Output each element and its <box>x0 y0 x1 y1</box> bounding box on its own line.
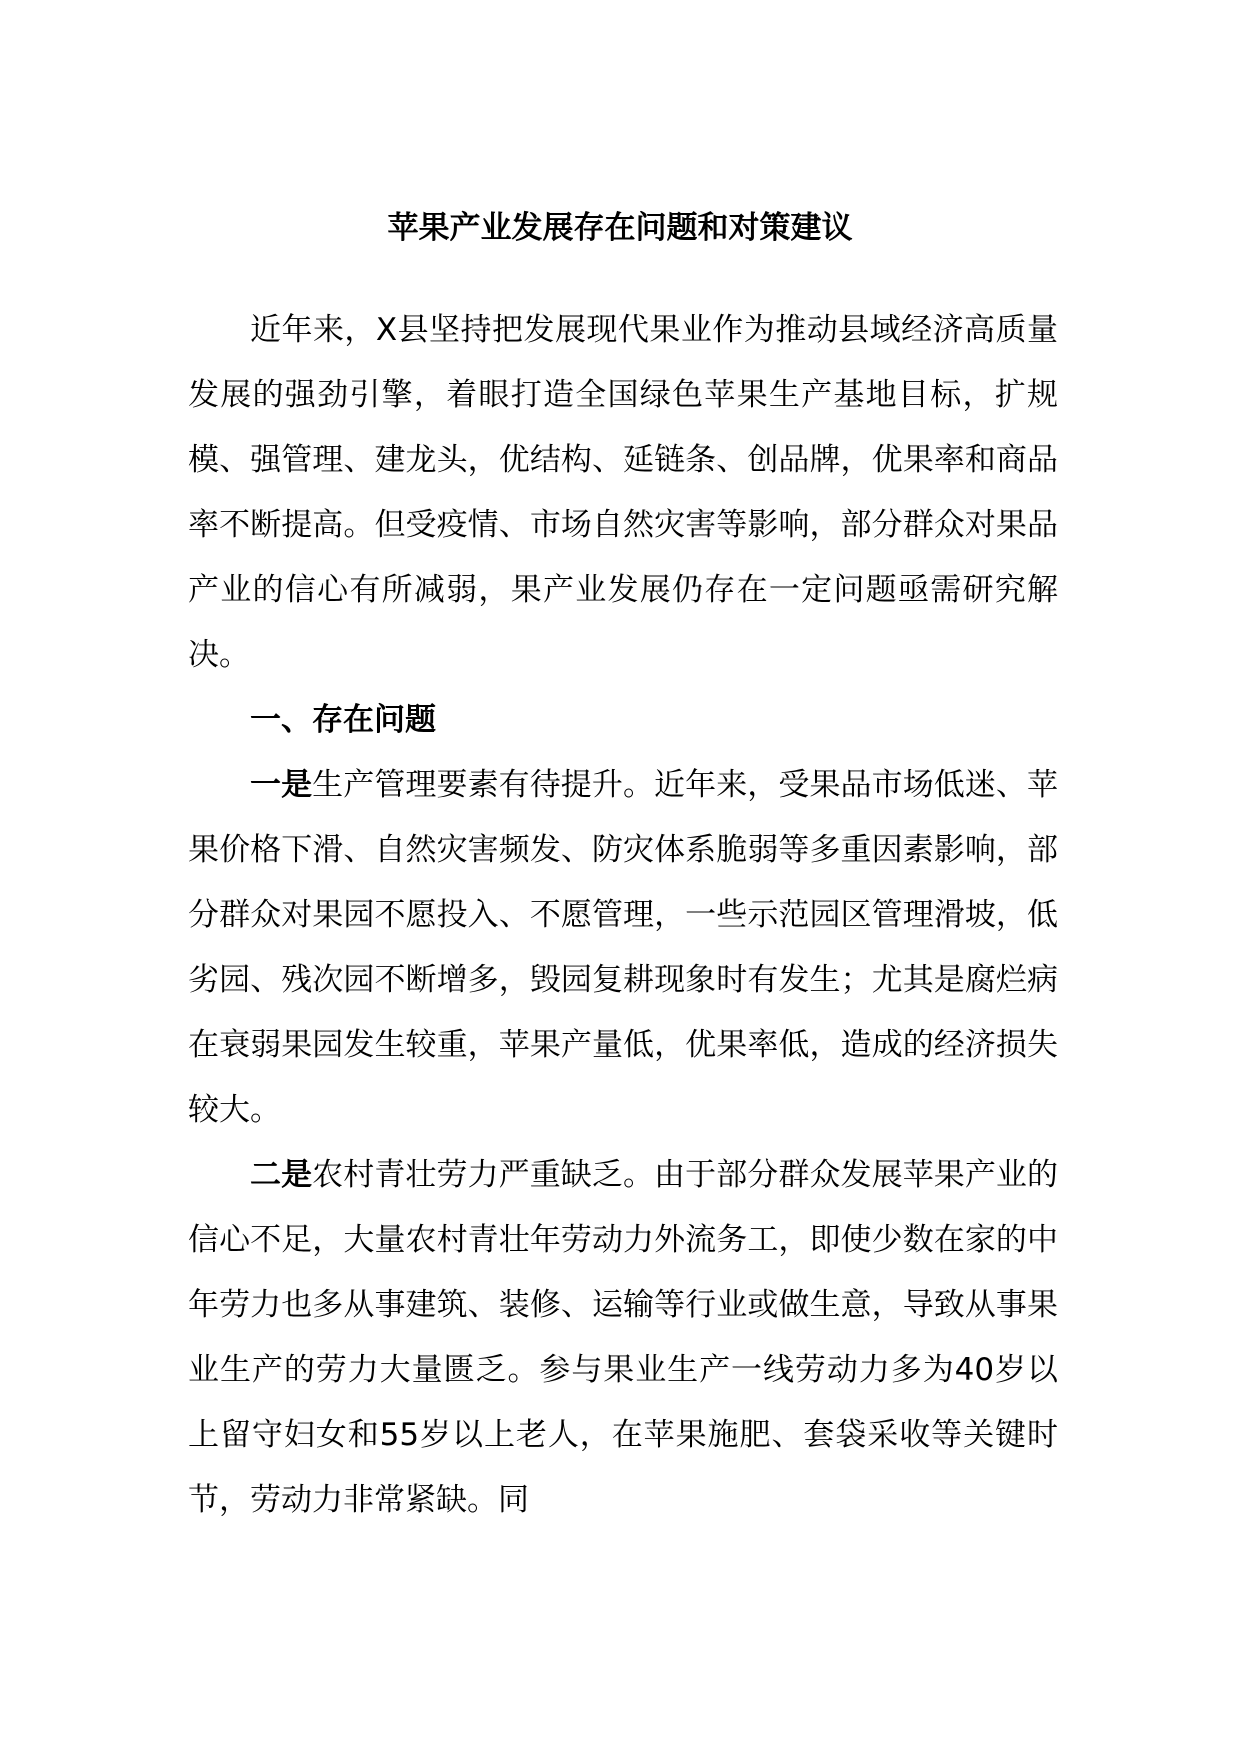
intro-paragraph: 近年来，X县坚持把发展现代果业作为推动县域经济高质量发展的强劲引擎，着眼打造全国绿色苹果生产基地目标，扩规模、强管理、建龙头，优结构、延链条、创品牌，优果率和商品率不断提高。但受疫情、市场自然灾害等影响，部分群众对果品产业的信心有所减弱，果产业发展仍存在一定问题亟需研究解决。 <box>188 312 1058 673</box>
point-text: 农村青壮劳力严重缺乏。由于部分群众发展苹果产业的信心不足，大量农村青壮年劳动力外流务工，即使少数在家的中年劳力也多从事建筑、装修、运输等行业或做生意，导致从事果业生产的劳力大量匮乏。参与果业生产一线劳动力多为40岁以上留守妇女和55岁以上老人，在苹果施肥、套袋采收等关键时节，劳动力非常紧缺。同 <box>188 1157 1059 1518</box>
problem-point-1 <box>188 753 1058 1143</box>
document-title: 苹果产业发展存在问题和对策建议 <box>387 210 853 246</box>
section-heading-problems: 一、存在问题 <box>250 702 436 738</box>
document-body <box>188 298 1058 1533</box>
problem-point-2 <box>188 1143 1058 1533</box>
point-lead: 一是 <box>250 767 313 803</box>
point-lead: 二是 <box>250 1157 313 1193</box>
point-text: 生产管理要素有待提升。近年来，受果品市场低迷、苹果价格下滑、自然灾害频发、防灾体系脆弱等多重因素影响，部分群众对果园不愿投入、不愿管理，一些示范园区管理滑坡，低劣园、残次园不断增多，毁园复耕现象时有发生；尤其是腐烂病在衰弱果园发生较重，苹果产量低，优果率低，造成的经济损失较大。 <box>188 767 1059 1128</box>
